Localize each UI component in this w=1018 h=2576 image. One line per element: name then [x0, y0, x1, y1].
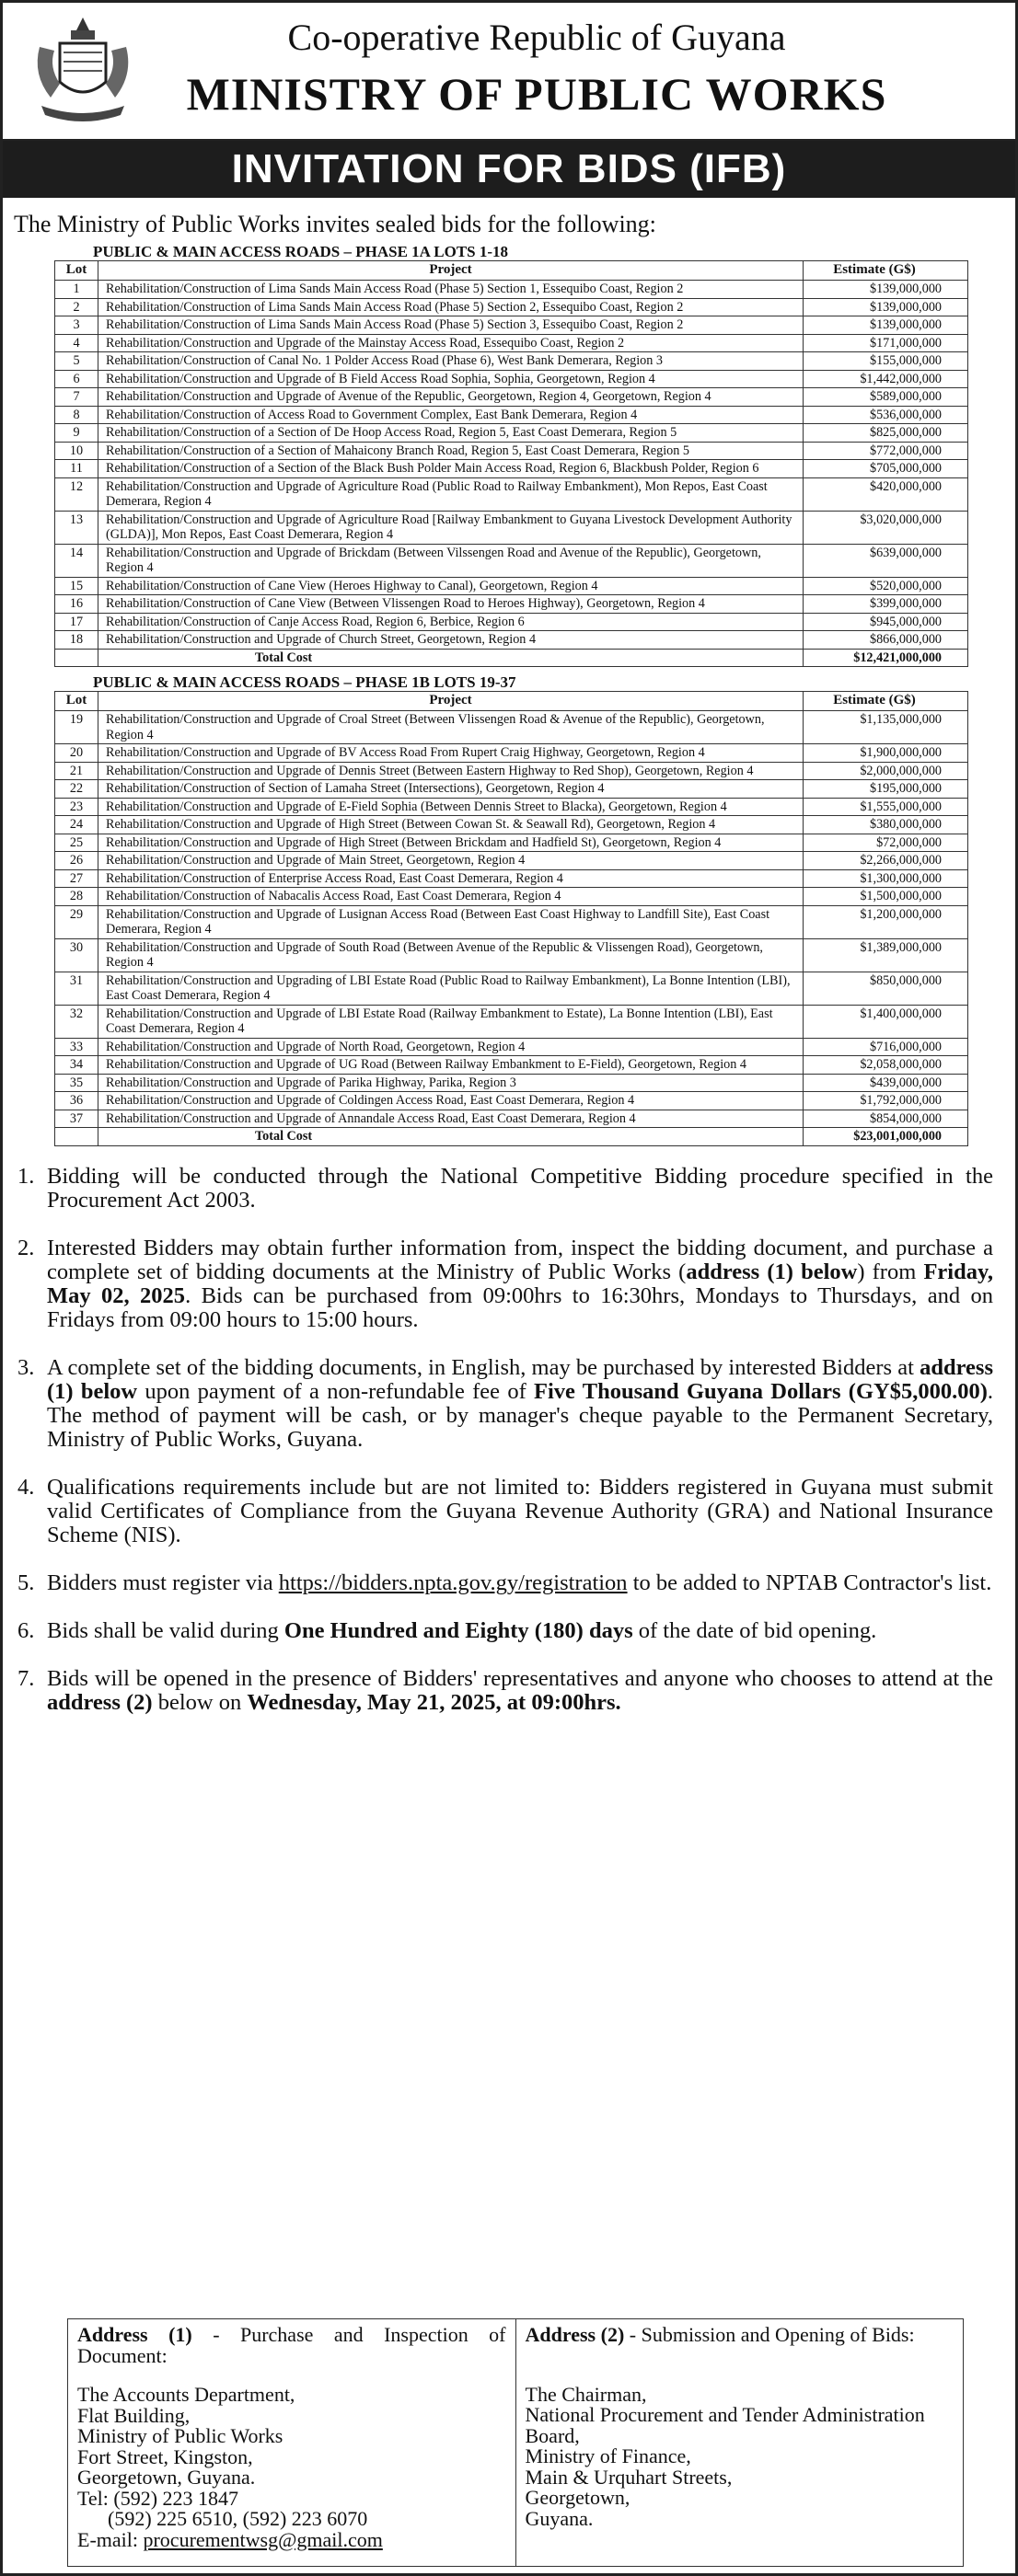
condition-emphasis: Friday, May 02, 2025 [47, 1259, 993, 1308]
total-label: Total Cost [98, 649, 804, 667]
condition-number: 2. [17, 1235, 35, 1260]
lot-cell: 1 [55, 281, 98, 299]
condition-number: 6. [17, 1617, 35, 1643]
estimate-cell: $1,135,000,000 [804, 711, 968, 744]
estimate-cell: $825,000,000 [804, 424, 968, 443]
condition-number: 4. [17, 1474, 35, 1500]
table-row [55, 905, 968, 938]
project-cell: Rehabilitation/Construction and Upgrade of B Field Access Road Sophia, Sophia, Georgetown, Region 4 [98, 370, 804, 388]
condition-emphasis: address (1) below [686, 1259, 858, 1284]
table-row [55, 1005, 968, 1038]
lot-cell: 30 [55, 938, 98, 972]
table-row [55, 1092, 968, 1110]
condition-item [3, 1236, 993, 1332]
table-row [55, 544, 968, 577]
project-cell: Rehabilitation/Construction of a Section of De Hoop Access Road, Region 5, East Coast Demerara, Region 5 [98, 424, 804, 443]
project-cell: Rehabilitation/Construction of Cane View (Heroes Highway to Canal), Georgetown, Region 4 [98, 577, 804, 595]
condition-text: . Bids can be purchased from 09:00hrs to 16:30hrs, Mondays to Thursdays, and on Fridays from 09:00 hours to 15:00 hours. [47, 1282, 993, 1332]
condition-emphasis: address (1) below [47, 1354, 993, 1404]
phase-1b-title: PUBLIC & MAIN ACCESS ROADS – PHASE 1B LOTS 19-37 [93, 673, 516, 691]
table-row [55, 442, 968, 460]
project-cell: Rehabilitation/Construction of a Section of Mahaicony Branch Road, Region 5, East Coast Demerara, Region 5 [98, 442, 804, 460]
total-empty-cell [55, 1128, 98, 1146]
table-row [55, 406, 968, 424]
table-row [55, 798, 968, 816]
estimate-cell: $420,000,000 [804, 477, 968, 511]
estimate-cell: $945,000,000 [804, 613, 968, 631]
lot-cell: 10 [55, 442, 98, 460]
project-cell: Rehabilitation/Construction and Upgrade of Agriculture Road (Public Road to Railway Embankment), Mon Repos, East Coast Demerara, Region 4 [98, 477, 804, 511]
lot-cell: 14 [55, 544, 98, 577]
table-row [55, 834, 968, 852]
table-row [55, 511, 968, 544]
address-line: National Procurement and Tender Administration Board, [525, 2403, 931, 2447]
address-line: Fort Street, Kingston, [77, 2444, 253, 2468]
estimate-cell: $866,000,000 [804, 631, 968, 650]
estimate-cell: $772,000,000 [804, 442, 968, 460]
condition-item [3, 1571, 993, 1595]
project-cell: Rehabilitation/Construction of Lima Sands Main Access Road (Phase 5) Section 3, Essequibo Coast, Region 2 [98, 316, 804, 335]
table-row [55, 816, 968, 834]
lot-cell: 27 [55, 869, 98, 888]
condition-emphasis: One Hundred and Eighty (180) days [283, 1617, 633, 1643]
address-line: Main & Urquhart Streets, [525, 2465, 733, 2489]
project-cell: Rehabilitation/Construction of Canje Access Road, Region 6, Berbice, Region 6 [98, 613, 804, 631]
total-value: $23,001,000,000 [804, 1128, 968, 1146]
condition-text: upon payment of a non-refundable fee of [137, 1378, 535, 1404]
table-row [55, 869, 968, 888]
condition-text: Bids will be opened in the presence of Bidders' representatives and anyone who chooses to attend at the [47, 1665, 993, 1691]
estimate-cell: $536,000,000 [804, 406, 968, 424]
lot-cell: 20 [55, 744, 98, 763]
estimate-cell: $1,500,000,000 [804, 888, 968, 906]
project-cell: Rehabilitation/Construction and Upgrade of E-Field Sophia (Between Dennis Street to Blacka), Georgetown, Region 4 [98, 798, 804, 816]
lot-cell: 13 [55, 511, 98, 544]
address-box [67, 2318, 964, 2567]
address-line: Flat Building, [77, 2403, 191, 2427]
table-row [55, 352, 968, 371]
estimate-cell: $716,000,000 [804, 1038, 968, 1056]
estimate-cell: $850,000,000 [804, 972, 968, 1005]
project-cell: Rehabilitation/Construction of Enterprise Access Road, East Coast Demerara, Region 4 [98, 869, 804, 888]
phase-1b-rows [55, 711, 968, 1146]
estimate-cell: $3,020,000,000 [804, 511, 968, 544]
estimate-cell: $439,000,000 [804, 1074, 968, 1092]
estimate-cell: $854,000,000 [804, 1110, 968, 1128]
total-row [55, 649, 968, 667]
condition-text: Bids shall be valid during [47, 1617, 284, 1643]
project-cell: Rehabilitation/Construction of Section of Lamaha Street (Intersections), Georgetown, Region 4 [98, 780, 804, 799]
lot-cell: 37 [55, 1110, 98, 1128]
lot-cell: 33 [55, 1038, 98, 1056]
address-line: (592) 225 6510, (592) 223 6070 [77, 2507, 368, 2530]
project-cell: Rehabilitation/Construction of Cane View (Between Vlissengen Road to Heroes Highway), Georgetown, Region 4 [98, 595, 804, 614]
table-row [55, 1110, 968, 1128]
condition-text: A complete set of the bidding documents, in English, may be purchased by interested Bidders at [47, 1354, 920, 1380]
lot-cell: 7 [55, 388, 98, 407]
condition-number: 3. [17, 1354, 35, 1380]
project-cell: Rehabilitation/Construction of a Section of the Black Bush Polder Main Access Road, Region 6, Blackbush Polder, Region 6 [98, 460, 804, 478]
address-2 [515, 2319, 964, 2566]
condition-text: Qualifications requirements include but are not limited to: Bidders registered in Guyana must submit valid Certificates of Compliance from the Guyana Revenue Authority (GRA) and National Insurance Scheme (NIS). [47, 1474, 993, 1547]
condition-item [3, 1476, 993, 1547]
project-cell: Rehabilitation/Construction and Upgrade of Avenue of the Republic, Georgetown, Region 4, Georgetown, Region 4 [98, 388, 804, 407]
table-row [55, 370, 968, 388]
condition-item [3, 1667, 993, 1715]
project-cell: Rehabilitation/Construction and Upgrade of LBI Estate Road (Railway Embankment to Estate), La Bonne Intention (LBI), East Coast Demerara, Region 4 [98, 1005, 804, 1038]
lot-cell: 4 [55, 334, 98, 352]
estimate-cell: $139,000,000 [804, 298, 968, 316]
lot-cell: 32 [55, 1005, 98, 1038]
table-row [55, 852, 968, 870]
total-value: $12,421,000,000 [804, 649, 968, 667]
project-cell: Rehabilitation/Construction and Upgrade of North Road, Georgetown, Region 4 [98, 1038, 804, 1056]
estimate-cell: $139,000,000 [804, 316, 968, 335]
condition-text: Bidders must register via [47, 1570, 279, 1595]
address-2-heading: - Submission and Opening of Bids: [624, 2323, 915, 2346]
lot-cell: 12 [55, 477, 98, 511]
table-row [55, 972, 968, 1005]
condition-item [3, 1356, 993, 1452]
intro-text: The Ministry of Public Works invites sealed bids for the following: [14, 211, 656, 237]
lot-cell: 35 [55, 1074, 98, 1092]
col-estimate: Estimate (G$) [804, 692, 968, 711]
total-label: Total Cost [98, 1128, 804, 1146]
lot-cell: 34 [55, 1056, 98, 1075]
estimate-cell: $520,000,000 [804, 577, 968, 595]
lot-cell: 22 [55, 780, 98, 799]
estimate-cell: $1,400,000,000 [804, 1005, 968, 1038]
project-cell: Rehabilitation/Construction and Upgrade of High Street (Between Cowan St. & Seawall Rd), Georgetown, Region 4 [98, 816, 804, 834]
condition-emphasis: Five Thousand Guyana Dollars (GY$5,000.00) [534, 1378, 988, 1404]
address-1-heading: - Purchase and Inspection of Document: [77, 2323, 506, 2367]
lot-cell: 5 [55, 352, 98, 371]
lot-cell: 25 [55, 834, 98, 852]
lot-cell: 17 [55, 613, 98, 631]
project-cell: Rehabilitation/Construction and Upgrade of Brickdam (Between Vilssengen Road and Avenue of the Republic), Georgetown, Region 4 [98, 544, 804, 577]
lot-cell: 26 [55, 852, 98, 870]
condition-emphasis: address (2) [47, 1689, 153, 1715]
col-estimate: Estimate (G$) [804, 261, 968, 281]
project-cell: Rehabilitation/Construction and Upgrading of LBI Estate Road (Public Road to Railway Embankment), La Bonne Intention (LBI), East Coast Demerara, Region 4 [98, 972, 804, 1005]
estimate-cell: $72,000,000 [804, 834, 968, 852]
lot-cell: 31 [55, 972, 98, 1005]
estimate-cell: $589,000,000 [804, 388, 968, 407]
estimate-cell: $399,000,000 [804, 595, 968, 614]
col-lot: Lot [55, 692, 98, 711]
lot-cell: 3 [55, 316, 98, 335]
project-cell: Rehabilitation/Construction of Lima Sands Main Access Road (Phase 5) Section 2, Essequibo Coast, Region 2 [98, 298, 804, 316]
header [3, 3, 1015, 141]
lot-cell: 21 [55, 762, 98, 780]
address-line: Ministry of Finance, [525, 2444, 691, 2467]
condition-text: ) from [857, 1259, 924, 1284]
table-row [55, 281, 968, 299]
project-cell: Rehabilitation/Construction and Upgrade of South Road (Between Avenue of the Republic & Vlissengen Road), Georgetown, Region 4 [98, 938, 804, 972]
country-name: Co-operative Republic of Guyana [287, 17, 786, 58]
table-row [55, 424, 968, 443]
project-cell: Rehabilitation/Construction and Upgrade of Main Street, Georgetown, Region 4 [98, 852, 804, 870]
lot-cell: 6 [55, 370, 98, 388]
address-line: Tel: (592) 223 1847 [77, 2486, 239, 2510]
condition-number: 7. [17, 1665, 35, 1691]
project-cell: Rehabilitation/Construction and Upgrade of the Mainstay Access Road, Essequibo Coast, Region 2 [98, 334, 804, 352]
estimate-cell: $1,389,000,000 [804, 938, 968, 972]
table-row [55, 577, 968, 595]
project-cell: Rehabilitation/Construction and Upgrade of Coldingen Access Road, East Coast Demerara, Region 4 [98, 1092, 804, 1110]
estimate-cell: $1,200,000,000 [804, 905, 968, 938]
table-row [55, 1056, 968, 1075]
project-cell: Rehabilitation/Construction and Upgrade of BV Access Road From Rupert Craig Highway, Georgetown, Region 4 [98, 744, 804, 763]
table-row [55, 744, 968, 763]
project-cell: Rehabilitation/Construction and Upgrade of Agriculture Road [Railway Embankment to Guyana Livestock Development Authority (GLDA)], Mon Repos, East Coast Demerara, Region 4 [98, 511, 804, 544]
lot-cell: 15 [55, 577, 98, 595]
lot-cell: 24 [55, 816, 98, 834]
lot-cell: 9 [55, 424, 98, 443]
table-row [55, 460, 968, 478]
table-row [55, 477, 968, 511]
email-link[interactable]: procurementwsg@gmail.com [143, 2527, 383, 2551]
table-row [55, 298, 968, 316]
lot-cell: 16 [55, 595, 98, 614]
address-line: The Chairman, [525, 2382, 647, 2406]
phase-1a-table [54, 260, 968, 667]
condition-item [3, 1619, 993, 1643]
estimate-cell: $2,058,000,000 [804, 1056, 968, 1075]
address-line: Ministry of Public Works [77, 2424, 283, 2447]
address-line: Georgetown, [525, 2486, 630, 2509]
table-row [55, 613, 968, 631]
address-line: The Accounts Department, [77, 2383, 295, 2406]
phase-1a-title: PUBLIC & MAIN ACCESS ROADS – PHASE 1A LOTS 1-18 [93, 243, 509, 260]
lot-cell: 18 [55, 631, 98, 650]
project-cell: Rehabilitation/Construction and Upgrade of Annandale Access Road, East Coast Demerara, Region 4 [98, 1110, 804, 1128]
table-row [55, 1074, 968, 1092]
table-row [55, 938, 968, 972]
condition-item [3, 1165, 993, 1213]
lot-cell: 19 [55, 711, 98, 744]
condition-text: below on [152, 1689, 248, 1715]
estimate-cell: $139,000,000 [804, 281, 968, 299]
table-row [55, 334, 968, 352]
project-cell: Rehabilitation/Construction and Upgrade of Parika Highway, Parika, Region 3 [98, 1074, 804, 1092]
condition-number: 1. [17, 1163, 35, 1189]
phase-1a-rows [55, 281, 968, 667]
estimate-cell: $1,442,000,000 [804, 370, 968, 388]
col-project: Project [98, 692, 804, 711]
lot-cell: 11 [55, 460, 98, 478]
estimate-cell: $1,900,000,000 [804, 744, 968, 763]
table-row [55, 388, 968, 407]
estimate-cell: $1,792,000,000 [804, 1092, 968, 1110]
estimate-cell: $171,000,000 [804, 334, 968, 352]
project-cell: Rehabilitation/Construction of Access Road to Government Complex, East Bank Demerara, Region 4 [98, 406, 804, 424]
condition-emphasis: Wednesday, May 21, 2025, at 09:00hrs. [247, 1689, 621, 1715]
col-project: Project [98, 261, 804, 281]
estimate-cell: $1,300,000,000 [804, 869, 968, 888]
address-1 [68, 2319, 515, 2566]
project-cell: Rehabilitation/Construction and Upgrade of High Street (Between Brickdam and Hadfield St), Georgetown, Region 4 [98, 834, 804, 852]
total-row [55, 1128, 968, 1146]
address-line: Guyana. [525, 2506, 594, 2530]
condition-text: Interested Bidders may obtain further information from, inspect the bidding document, and purchase a complete set of bidding documents at the Ministry of Public Works ( [47, 1235, 993, 1284]
address-2-label: Address (2) [525, 2323, 625, 2346]
lot-cell: 8 [55, 406, 98, 424]
estimate-cell: $705,000,000 [804, 460, 968, 478]
condition-text: Bidding will be conducted through the National Competitive Bidding procedure specified in the Procurement Act 2003. [47, 1163, 993, 1213]
estimate-cell: $195,000,000 [804, 780, 968, 799]
estimate-cell: $2,000,000,000 [804, 762, 968, 780]
condition-text: to be added to NPTAB Contractor's list. [627, 1570, 992, 1595]
table-row [55, 762, 968, 780]
ministry-name: MINISTRY OF PUBLIC WORKS [186, 68, 887, 120]
banner-title: INVITATION FOR BIDS (IFB) [3, 141, 1015, 198]
table-row [55, 888, 968, 906]
address-line: Georgetown, Guyana. [77, 2466, 256, 2489]
project-cell: Rehabilitation/Construction of Lima Sands Main Access Road (Phase 5) Section 1, Essequibo Coast, Region 2 [98, 281, 804, 299]
project-cell: Rehabilitation/Construction and Upgrade of UG Road (Between Railway Embankment to E-Field), Georgetown, Region 4 [98, 1056, 804, 1075]
conditions-list [3, 1165, 1015, 1715]
table-row [55, 711, 968, 744]
table-row [55, 1038, 968, 1056]
project-cell: Rehabilitation/Construction and Upgrade of Lusignan Access Road (Between East Coast Highway to Landfill Site), East Coast Demerara, Region 4 [98, 905, 804, 938]
project-cell: Rehabilitation/Construction and Upgrade of Church Street, Georgetown, Region 4 [98, 631, 804, 650]
lot-cell: 23 [55, 798, 98, 816]
project-cell: Rehabilitation/Construction of Nabacalis Access Road, East Coast Demerara, Region 4 [98, 888, 804, 906]
estimate-cell: $155,000,000 [804, 352, 968, 371]
project-cell: Rehabilitation/Construction and Upgrade of Dennis Street (Between Eastern Highway to Red Shop), Georgetown, Region 4 [98, 762, 804, 780]
email-label: E-mail: [77, 2527, 144, 2551]
project-cell: Rehabilitation/Construction of Canal No. 1 Polder Access Road (Phase 6), West Bank Demerara, Region 3 [98, 352, 804, 371]
address-1-label: Address (1) [77, 2323, 192, 2346]
estimate-cell: $1,555,000,000 [804, 798, 968, 816]
phase-1b-table [54, 691, 968, 1146]
lot-cell: 2 [55, 298, 98, 316]
estimate-cell: $639,000,000 [804, 544, 968, 577]
table-row [55, 316, 968, 335]
estimate-cell: $2,266,000,000 [804, 852, 968, 870]
registration-link[interactable]: https://bidders.npta.gov.gy/registration [278, 1570, 628, 1595]
table-row [55, 631, 968, 650]
table-row [55, 780, 968, 799]
estimate-cell: $380,000,000 [804, 816, 968, 834]
condition-text: of the date of bid opening. [632, 1617, 877, 1643]
project-cell: Rehabilitation/Construction and Upgrade of Croal Street (Between Vlissengen Road & Avenue of the Republic), Georgetown, Region 4 [98, 711, 804, 744]
lot-cell: 28 [55, 888, 98, 906]
lot-cell: 29 [55, 905, 98, 938]
total-empty-cell [55, 649, 98, 667]
lot-cell: 36 [55, 1092, 98, 1110]
condition-text: . The method of payment will be cash, or by manager's cheque payable to the Permanent Secretary, Ministry of Public Works, Guyana. [47, 1378, 993, 1452]
table-row [55, 595, 968, 614]
condition-number: 5. [17, 1570, 35, 1595]
col-lot: Lot [55, 261, 98, 281]
